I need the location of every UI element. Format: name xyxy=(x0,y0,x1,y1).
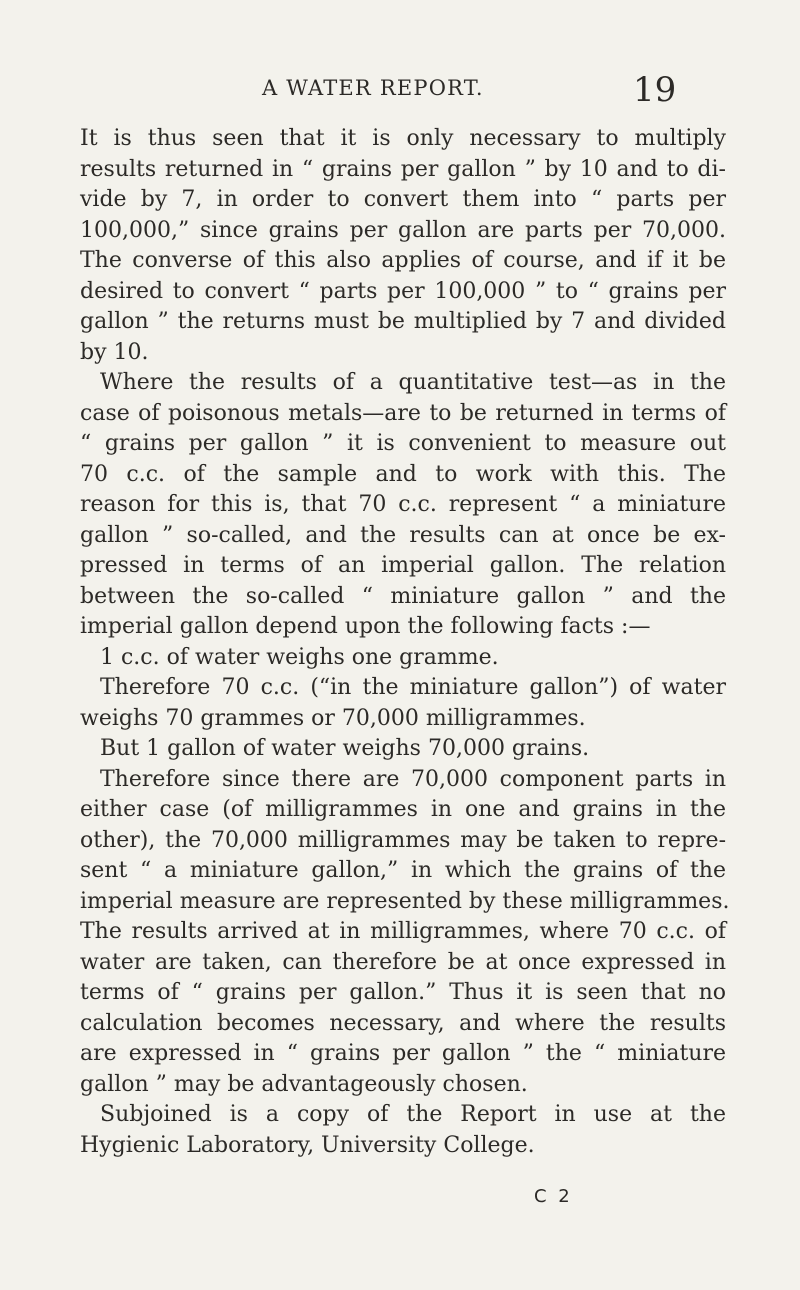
text-line: weighs 70 grammes or 70,000 milligrammes. xyxy=(80,705,586,731)
text-line: reason for this is, that 70 c.c. represent “ a miniature xyxy=(80,492,726,517)
text-line: results returned in “ grains per gallon ” by 10 and to di- xyxy=(80,156,726,182)
text-line: Therefore since there are 70,000 component parts in xyxy=(100,766,726,792)
running-head xyxy=(0,72,800,112)
body-text xyxy=(80,124,730,1161)
text-line: desired to convert “ parts per 100,000 ” to “ grains per xyxy=(80,278,726,304)
text-line: sent “ a miniature gallon,” in which the grains of the xyxy=(80,858,726,883)
text-line: gallon ” the returns must be multiplied by 7 and divided xyxy=(80,309,726,334)
text-line: 100,000,” since grains per gallon are parts per 70,000. xyxy=(80,217,726,243)
text-line: Subjoined is a copy of the Report in use at the xyxy=(100,1102,726,1127)
text-line: vide by 7, in order to convert them into “ parts per xyxy=(80,187,726,212)
text-line: pressed in terms of an imperial gallon. The relation xyxy=(80,553,726,578)
text-line: between the so-called “ miniature gallon ” and the xyxy=(80,583,726,609)
text-line: It is thus seen that it is only necessary to multiply xyxy=(80,126,726,151)
page-number: 19 xyxy=(633,70,677,110)
text-line: imperial gallon depend upon the following facts :— xyxy=(80,614,651,639)
text-line: imperial measure are represented by these milligrammes. xyxy=(80,888,730,914)
text-line: water are taken, can therefore be at once expressed in xyxy=(80,949,726,975)
text-line: are expressed in “ grains per gallon ” the “ miniature xyxy=(80,1041,726,1066)
text-line: other), the 70,000 milligrammes may be taken to repre- xyxy=(80,827,726,853)
text-line: Therefore 70 c.c. (“in the miniature gallon”) of water xyxy=(100,675,726,700)
running-title: A WATER REPORT. xyxy=(262,76,484,100)
text-line: But 1 gallon of water weighs 70,000 grains. xyxy=(100,736,590,761)
text-line: The converse of this also applies of course, and if it be xyxy=(80,248,726,273)
text-line: 70 c.c. of the sample and to work with this. The xyxy=(80,461,726,487)
text-line: The results arrived at in milligrammes, where 70 c.c. of xyxy=(80,919,726,944)
text-line: case of poisonous metals—are to be returned in terms of xyxy=(80,400,726,426)
signature-mark: C 2 xyxy=(534,1186,573,1207)
text-line: gallon ” so-called, and the results can at once be ex- xyxy=(80,522,726,548)
text-line: terms of “ grains per gallon.” Thus it is seen that no xyxy=(80,980,726,1005)
text-line: 1 c.c. of water weighs one gramme. xyxy=(100,644,499,670)
text-line: by 10. xyxy=(80,339,149,365)
text-line: either case (of milligrammes in one and grains in the xyxy=(80,797,726,822)
text-line: Hygienic Laboratory, University College. xyxy=(80,1132,535,1158)
text-line: “ grains per gallon ” it is convenient to measure out xyxy=(80,431,726,456)
text-line: Where the results of a quantitative test—as in the xyxy=(100,370,726,395)
text-line: calculation becomes necessary, and where the results xyxy=(80,1010,726,1036)
text-line: gallon ” may be advantageously chosen. xyxy=(80,1071,528,1097)
